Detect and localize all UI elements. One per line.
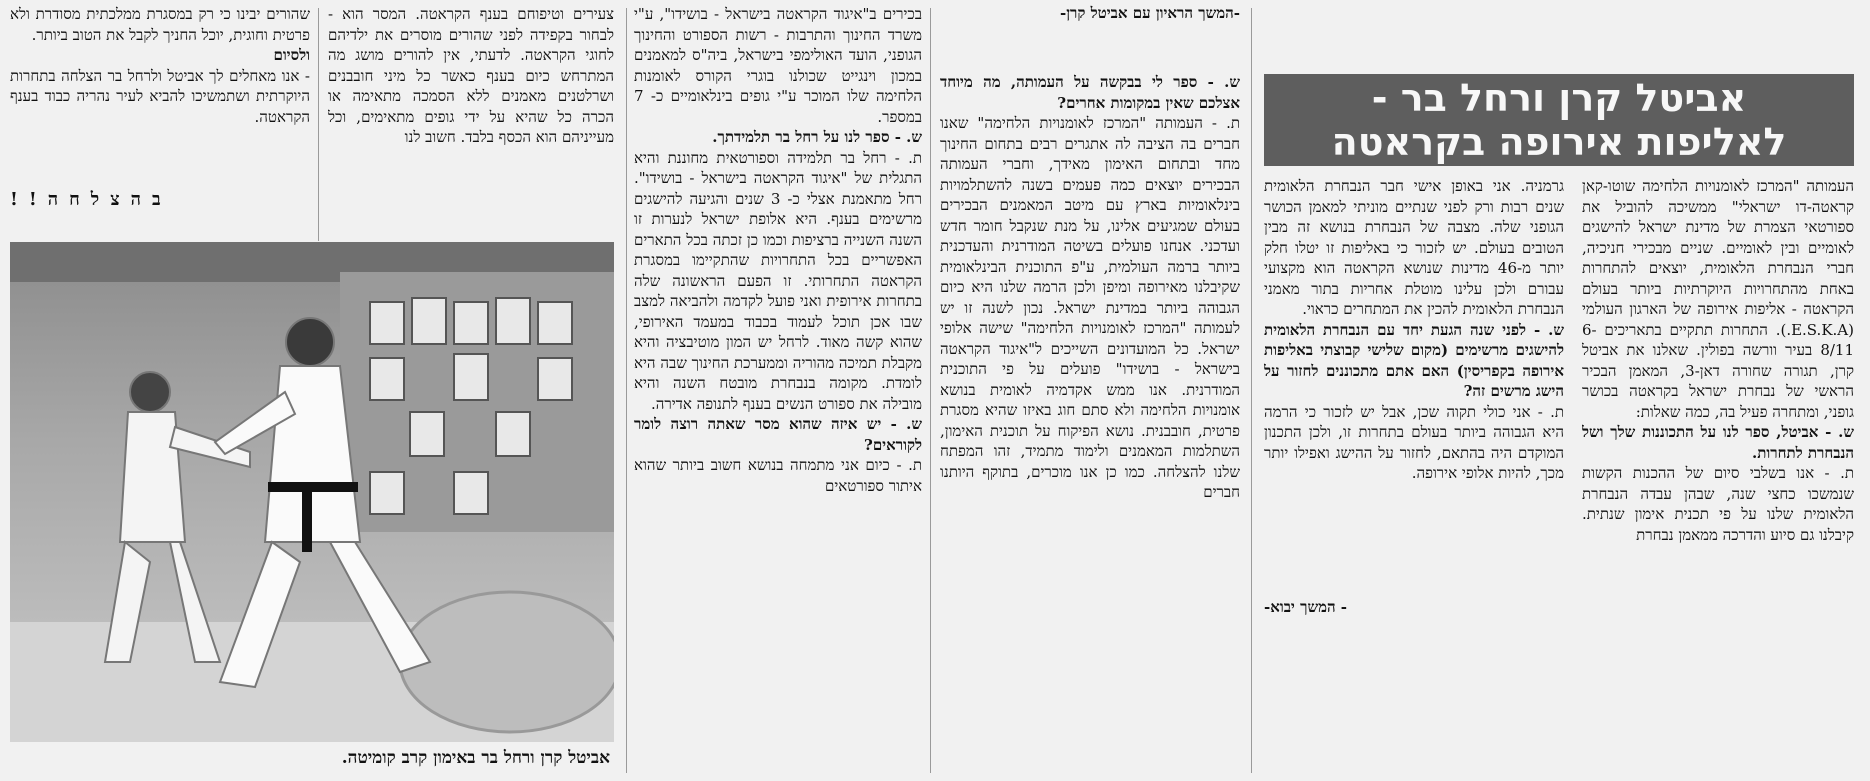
column-divider xyxy=(626,8,627,773)
paragraph: שהורים יבינו כי רק במסגרת ממלכתית מסודרת ולא פרטית וחוגית, יוכל החניך לקבל את הטוב ביותר. xyxy=(10,5,310,44)
paragraph: בכירים ב"איגוד הקראטה בישראל - בושידו", ע"י משרד החינוך והתרבות - רשות הספורט והחינוך הגופני, הועד האולימפי בישראל, ביה"ס למאמנים במכון וינגייט שכולנו בוגרי הקורס לאומנות הלחימה שלו המוכר ע"י גופים בינלאומיים כ- 7 במספר. xyxy=(634,5,922,126)
paragraph: ת. - העמותה "המרכז לאומנויות הלחימה" שאנו חברים בה הציבה לה אתגרים רבים בתחום החינוך מחד ובתחום האימון מאידך, וחברי העמותה הבכירים יוצאים כמה פעמים בשנה להשתלמויות בינלאומיות בארץ עם מיטב המאמנים הבכירים בעולם שמגיעים אלינו, על מנת שנקבל חומר חדש ועדכני. אנחנו פועלים בשיטה המודרנית והעדכנית ביותר ברמה העולמית, ע"פ התוכנית הבינלאומית שקיבלנו מאירופה ומיפן ולכן הרמה שלנו היא כיום הגבוהה ביותר במדינת ישראל. נכון לשנה זו יש לעמותה "המרכז לאומנויות הלחימה" שישה אלופי ישראל. כל המועדונים השייכים ל"איגוד הקראטה בישראל - בושידו" פועלים על פי התוכנית המודרנית. אנו ממש אקדמיה לאומית בנושא אומנויות הלחימה ולא סתם חוג באיזו שהיא מסגרת פרטית, חובבנית. נושא הפיקוח על תוכנית האימון, השתלמות המאמנים ולימוד מתמיד, זהו המפתח שלנו להצלחה. כמו כן אנו מוכרים, בתוקף היותנו חברים xyxy=(940,114,1240,501)
interview-question: ש. - אביטל, ספר לנו על התכוננות שלך ושל הנבחרת לתחרות. xyxy=(1582,423,1854,462)
paragraph: ת. - אנו בשלבי סיום של ההכנות הקשות שנמשכו כחצי שנה, שבהן עבדה הנבחרת הלאומית שלנו על פי תכנית אימון שנתית. קיבלנו גם סיוע והדרכה ממאמן נבחרת xyxy=(1582,464,1854,544)
interview-question: ש. - לפני שנה הגעת יחד עם הנבחרת הלאומית להישגים מרשימים (מקום שלישי קבוצתי באליפות אירופה בקפריסין) האם אתם מתכוננים לחזור על הישג מרשים זה? xyxy=(1264,320,1564,400)
paragraph: העמותה "המרכז לאומנויות הלחימה שוטו-קאן קראטה-דו ישראלי" ממשיכה להוביל את ספורטאי הצמרת של מדינת ישראל להישגים לאומיים ובין לאומיים. שניים מבכירי חניכיה, חברי הנבחרת הלאומית, יוצאים להתחרות באחת מהתחרויות היוקרתיות ביותר בעולם הקראטה - אליפות אירופה של הארגון העולמי (E.S.K.A.). התחרות תתקיים בתאריכים 6-8/11 בעיר וורשה בפולין. שאלנו את אביטל קרן, תגורה שחורה דאן-3, המאמן הבכיר הראשי של נבחרת ישראל בקראטה בכושר גופני, ומתחרה פעיל בה, כמה שאלות: xyxy=(1582,177,1854,421)
article-column-2 xyxy=(1264,176,1564,596)
photo-illustration xyxy=(10,242,614,742)
headline-line-1: אביטל קרן ורחל בר - xyxy=(1371,76,1747,120)
article-column-4 xyxy=(634,4,922,780)
paragraph: ת. - אני כולי תקוה שכן, אבל יש לזכור כי הרמה היא הגבוהה ביותר בעולם בתחרות זו, ולכן התכנון המוקדם היה בהתאם, לחזור על ההישג ואפילו יותר מכך, להיות אלופי אירופה. xyxy=(1264,402,1564,482)
article-column-1 xyxy=(1582,176,1854,612)
headline-line-2: לאליפות אירופה בקראטה xyxy=(1331,120,1787,164)
paragraph: ת. - רחל בר תלמידה וספורטאית מחוננת והיא התגלית של "איגוד הקראטה בישראל - בושידו". רחל מתאמנת אצלי כ- 3 שנים והגיעה להישגים מרשימים בענף. היא אלופת ישראל לנערות זו השנה השנייה ברציפות וכמו כן זכתה בכל התארים האפשריים בכל התחרויות שהתקיימו במסגרת הקראטה התחרותי. זו הפעם הראשונה שלה בתחרות אירופית ואני פועל לקדמה ולהביאה למצב שבו אכן תוכל לעמוד בכבוד במעמד האירופי, שהוא קשה מאוד. לרחל יש המון מוטיבציה והיא מקבלת תמיכה מהוריה וממערכת החינוך שבה היא לומדת. מקומה בנבחרת מובטח השנה והיא מובילה את ספורט הנשים בענף לתנופה אדירה. xyxy=(634,148,922,413)
interview-question: ש. - ספר לנו על רחל בר תלמידתך. xyxy=(712,128,922,146)
paragraph: ת. - כיום אני מתמחה בנושא חשוב ביותר שהוא איתור ספורטאים xyxy=(634,456,922,495)
paragraph: גרמניה. אני באופן אישי חבר הנבחרת הלאומית שנים רבות ורק לפני שנתיים מוניתי למאמן הכושר הגופני שלה. מצבה של הנבחרת בנושא זה מבין הטובים בעולם. יש לזכור כי באליפות זו יטלו חלק יותר מ-46 מדינות שנושא הקראטה הוא מקצועי עבורם ולכן עלינו מוטלת אחריות בתור מאמני הנבחרת הלאומית להכין את המתחרים כראוי. xyxy=(1264,177,1564,318)
interview-question: ש. - ספר לי בבקשה על העמותה, מה מיוחד אצלכם שאין במקומות אחרים? xyxy=(940,73,1240,112)
interview-question: ולסיום xyxy=(273,46,310,64)
paragraph: - אנו מאחלים לך אביטל ולרחל בר הצלחה בתחרות היוקרתית ושתמשיכו להביא לעיר נהריה כבוד בענף הקראטה. xyxy=(10,66,310,126)
column-divider xyxy=(930,8,931,773)
photo-caption: אביטל קרן ורחל בר באימון קרב קומיטה. xyxy=(341,748,610,768)
article-column-6 xyxy=(10,4,310,188)
column-divider xyxy=(1251,8,1252,773)
continued-from-label: -המשך הראיון עם אביטל קרן- xyxy=(1059,4,1240,22)
paragraph: צעירים וטיפוחם בענף הקראטה. המסר הוא - לבחור בקפידה לפני שהורים מוסרים את ילדיהם לחוגי הקראטה. לדעתי, אין להורים מושג מה המתרחש כיום בענף כאשר כל מיני חובבנים ושרלטנים מאמנים ללא הסמכה מתאימה או הכרה כל שהיא על ידי גופים מתאימים, וכל מעייניהם הוא הכסף בלבד. חשוב לנו xyxy=(328,5,614,146)
good-luck-text: בהצלחה!! xyxy=(10,189,172,210)
continued-next-label: - המשך יבוא- xyxy=(1264,598,1348,616)
karate-training-photo xyxy=(10,242,614,742)
article-column-3 xyxy=(940,72,1240,780)
interview-question: ש. - יש איזה שהוא מסר שאתה רוצה לומר לקוראים? xyxy=(634,415,922,454)
article-headline xyxy=(1264,74,1854,166)
